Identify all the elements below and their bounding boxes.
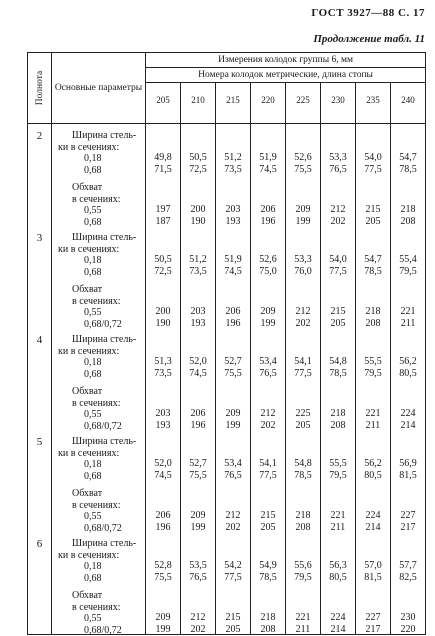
- poln-number: 5: [28, 430, 52, 532]
- girth-value: 206: [181, 408, 215, 420]
- value-cell: [146, 532, 181, 635]
- value-cell: [356, 532, 391, 635]
- width-value: 74,5: [181, 368, 215, 380]
- width-value: 53,4: [216, 458, 250, 470]
- width-label-line: 0,68: [58, 573, 141, 585]
- width-value: 56,9: [391, 458, 425, 470]
- width-value: 75,5: [146, 572, 180, 584]
- width-value: 80,5: [356, 470, 390, 482]
- value-cell: [321, 226, 356, 328]
- girth-value: 202: [181, 624, 215, 636]
- value-cell: [181, 328, 216, 430]
- value-cell: [146, 226, 181, 328]
- width-value: 52,7: [216, 356, 250, 368]
- value-cell: [251, 532, 286, 635]
- girth-value: 215: [321, 306, 355, 318]
- width-value: 77,5: [216, 572, 250, 584]
- width-value: 78,5: [321, 368, 355, 380]
- girth-value: 193: [146, 420, 180, 432]
- width-value: 50,5: [181, 152, 215, 164]
- girth-value: 209: [251, 306, 285, 318]
- width-value: 57,0: [356, 560, 390, 572]
- width-value: 51,3: [146, 356, 180, 368]
- width-value: 73,5: [146, 368, 180, 380]
- girth-value: 211: [286, 624, 320, 636]
- poln-number: 4: [28, 328, 52, 430]
- width-value: 72,5: [181, 164, 215, 176]
- width-value: 51,2: [216, 152, 250, 164]
- width-value: 79,5: [356, 368, 390, 380]
- value-cell: [391, 430, 426, 532]
- width-value: 79,5: [286, 572, 320, 584]
- table-row: [28, 226, 426, 328]
- girth-value: 200: [146, 306, 180, 318]
- width-value: 52,0: [146, 458, 180, 470]
- width-value: 75,5: [286, 164, 320, 176]
- width-value: 75,5: [181, 470, 215, 482]
- girth-value: 203: [216, 204, 250, 216]
- width-value: 51,9: [251, 152, 285, 164]
- size-header-cell: 205: [146, 83, 181, 124]
- girth-value: 199: [146, 624, 180, 636]
- girth-value: 211: [356, 420, 390, 432]
- girth-value: 202: [321, 216, 355, 228]
- value-cell: [356, 328, 391, 430]
- width-label-line: 0,18: [58, 153, 141, 165]
- width-label-line: Ширина стель-: [58, 130, 141, 142]
- width-value: 55,4: [391, 254, 425, 266]
- girth-value: 208: [391, 216, 425, 228]
- width-label-line: Ширина стель-: [58, 538, 141, 550]
- girth-value: 224: [391, 408, 425, 420]
- column-header-group: Измерения колодок группы 6, мм: [146, 53, 426, 68]
- value-cell: [181, 430, 216, 532]
- width-value: 54,7: [356, 254, 390, 266]
- value-cell: [391, 226, 426, 328]
- girth-value: 218: [391, 204, 425, 216]
- value-cell: [391, 532, 426, 635]
- girth-value: 209: [216, 408, 250, 420]
- width-value: 57,7: [391, 560, 425, 572]
- girth-value: 212: [181, 612, 215, 624]
- width-label-line: 0,18: [58, 459, 141, 471]
- value-cell: [286, 532, 321, 635]
- girth-label-line: в сечениях:: [58, 602, 141, 614]
- girth-value: 212: [321, 204, 355, 216]
- girth-value: 196: [251, 216, 285, 228]
- width-value: 52,7: [181, 458, 215, 470]
- girth-value: 199: [181, 522, 215, 534]
- girth-value: 221: [286, 612, 320, 624]
- parameter-label: [52, 124, 146, 227]
- girth-value: 224: [321, 612, 355, 624]
- width-value: 50,5: [146, 254, 180, 266]
- width-value: 72,5: [146, 266, 180, 278]
- size-header-cell: 240: [391, 83, 426, 124]
- girth-value: 221: [321, 510, 355, 522]
- girth-value: 206: [251, 204, 285, 216]
- girth-value: 208: [251, 624, 285, 636]
- girth-label-line: 0,68/0,72: [58, 625, 141, 636]
- width-label-line: 0,68: [58, 369, 141, 381]
- width-value: 76,5: [251, 368, 285, 380]
- width-label-line: Ширина стель-: [58, 232, 141, 244]
- table-body: [28, 124, 426, 635]
- girth-value: 218: [286, 510, 320, 522]
- girth-value: 205: [286, 420, 320, 432]
- girth-value: 190: [146, 318, 180, 330]
- width-value: 56,2: [391, 356, 425, 368]
- girth-value: 206: [146, 510, 180, 522]
- width-value: 53,5: [181, 560, 215, 572]
- width-value: 80,5: [321, 572, 355, 584]
- girth-label-line: в сечениях:: [58, 194, 141, 206]
- value-cell: [216, 430, 251, 532]
- size-header-cell: 220: [251, 83, 286, 124]
- size-header-cell: 235: [356, 83, 391, 124]
- value-cell: [216, 532, 251, 635]
- girth-value: 209: [146, 612, 180, 624]
- width-value: 56,2: [356, 458, 390, 470]
- girth-value: 202: [251, 420, 285, 432]
- girth-value: 205: [251, 522, 285, 534]
- width-value: 52,6: [286, 152, 320, 164]
- width-value: 49,8: [146, 152, 180, 164]
- width-value: 74,5: [216, 266, 250, 278]
- value-cell: [356, 430, 391, 532]
- width-value: 56,3: [321, 560, 355, 572]
- girth-label-line: 0,55: [58, 613, 141, 625]
- value-cell: [251, 430, 286, 532]
- width-value: 81,5: [356, 572, 390, 584]
- width-label-line: ки в сечениях:: [58, 550, 141, 562]
- girth-value: 212: [286, 306, 320, 318]
- value-cell: [181, 124, 216, 227]
- girth-value: 205: [356, 216, 390, 228]
- width-label-line: ки в сечениях:: [58, 142, 141, 154]
- width-value: 53,4: [251, 356, 285, 368]
- girth-value: 214: [391, 420, 425, 432]
- girth-value: 209: [181, 510, 215, 522]
- value-cell: [181, 532, 216, 635]
- size-header-cell: 215: [216, 83, 251, 124]
- girth-label-line: 0,68/0,72: [58, 319, 141, 331]
- parameter-label: [52, 430, 146, 532]
- value-cell: [356, 226, 391, 328]
- width-value: 73,5: [181, 266, 215, 278]
- girth-label-line: 0,55: [58, 205, 141, 217]
- width-value: 76,0: [286, 266, 320, 278]
- girth-value: 224: [356, 510, 390, 522]
- width-value: 71,5: [146, 164, 180, 176]
- width-label-line: 0,68: [58, 165, 141, 177]
- width-value: 54,0: [321, 254, 355, 266]
- girth-value: 211: [321, 522, 355, 534]
- poln-number: 2: [28, 124, 52, 227]
- value-cell: [216, 328, 251, 430]
- value-cell: [251, 328, 286, 430]
- girth-value: 205: [216, 624, 250, 636]
- width-value: 78,5: [286, 470, 320, 482]
- value-cell: [286, 226, 321, 328]
- girth-value: 209: [286, 204, 320, 216]
- girth-value: 230: [391, 612, 425, 624]
- girth-value: 196: [146, 522, 180, 534]
- parameter-label: [52, 226, 146, 328]
- girth-value: 212: [216, 510, 250, 522]
- girth-value: 208: [321, 420, 355, 432]
- width-value: 54,9: [251, 560, 285, 572]
- value-cell: [391, 124, 426, 227]
- width-value: 77,5: [251, 470, 285, 482]
- girth-value: 203: [146, 408, 180, 420]
- table-continuation-caption: Продолжение табл. 11: [313, 33, 425, 45]
- width-value: 75,0: [251, 266, 285, 278]
- girth-value: 215: [356, 204, 390, 216]
- girth-value: 212: [251, 408, 285, 420]
- girth-value: 227: [356, 612, 390, 624]
- girth-label-line: в сечениях:: [58, 500, 141, 512]
- dimensions-table: [27, 52, 426, 635]
- parameter-label: [52, 532, 146, 635]
- table-row: [28, 532, 426, 635]
- width-value: 55,5: [321, 458, 355, 470]
- width-label-line: ки в сечениях:: [58, 346, 141, 358]
- size-header-cell: 230: [321, 83, 356, 124]
- poln-number: 6: [28, 532, 52, 635]
- girth-value: 203: [181, 306, 215, 318]
- width-value: 78,5: [356, 266, 390, 278]
- width-value: 74,5: [251, 164, 285, 176]
- poln-number: 3: [28, 226, 52, 328]
- girth-value: 202: [286, 318, 320, 330]
- girth-value: 218: [356, 306, 390, 318]
- girth-value: 193: [181, 318, 215, 330]
- girth-value: 205: [321, 318, 355, 330]
- girth-value: 196: [216, 318, 250, 330]
- value-cell: [321, 430, 356, 532]
- value-cell: [146, 328, 181, 430]
- girth-label-line: Обхват: [58, 284, 141, 296]
- girth-label-line: Обхват: [58, 386, 141, 398]
- width-value: 76,5: [321, 164, 355, 176]
- girth-value: 193: [216, 216, 250, 228]
- girth-label-line: 0,55: [58, 307, 141, 319]
- value-cell: [251, 226, 286, 328]
- width-label-line: 0,18: [58, 255, 141, 267]
- page-header: ГОСТ 3927—88 С. 17: [311, 7, 425, 19]
- girth-value: 196: [181, 420, 215, 432]
- girth-value: 214: [321, 624, 355, 636]
- girth-value: 202: [216, 522, 250, 534]
- width-value: 80,5: [391, 368, 425, 380]
- girth-value: 218: [321, 408, 355, 420]
- girth-label-line: 0,68/0,72: [58, 421, 141, 433]
- width-value: 55,5: [356, 356, 390, 368]
- column-header-parameters: Основные параметры: [52, 53, 146, 124]
- width-value: 55,6: [286, 560, 320, 572]
- size-header-cell: 210: [181, 83, 216, 124]
- value-cell: [216, 124, 251, 227]
- value-cell: [216, 226, 251, 328]
- width-value: 54,7: [391, 152, 425, 164]
- girth-value: 215: [251, 510, 285, 522]
- width-value: 54,2: [216, 560, 250, 572]
- girth-label-line: 0,68: [58, 217, 141, 229]
- width-value: 51,9: [216, 254, 250, 266]
- table-row: [28, 430, 426, 532]
- width-value: 54,0: [356, 152, 390, 164]
- width-value: 78,5: [251, 572, 285, 584]
- value-cell: [181, 226, 216, 328]
- girth-label-line: Обхват: [58, 590, 141, 602]
- value-cell: [321, 532, 356, 635]
- width-value: 79,5: [321, 470, 355, 482]
- width-label-line: ки в сечениях:: [58, 244, 141, 256]
- width-value: 54,8: [286, 458, 320, 470]
- value-cell: [391, 328, 426, 430]
- value-cell: [146, 124, 181, 227]
- value-cell: [321, 124, 356, 227]
- column-header-sizes-title: Номера колодок метрические, длина стопы: [146, 68, 426, 83]
- width-value: 82,5: [391, 572, 425, 584]
- girth-label-line: в сечениях:: [58, 398, 141, 410]
- girth-label-line: в сечениях:: [58, 296, 141, 308]
- width-label-line: ки в сечениях:: [58, 448, 141, 460]
- girth-value: 227: [391, 510, 425, 522]
- girth-value: 221: [356, 408, 390, 420]
- girth-value: 208: [286, 522, 320, 534]
- girth-value: 214: [356, 522, 390, 534]
- girth-value: 220: [391, 624, 425, 636]
- girth-value: 200: [181, 204, 215, 216]
- width-label-line: 0,68: [58, 471, 141, 483]
- width-value: 77,5: [286, 368, 320, 380]
- girth-label-line: 0,55: [58, 511, 141, 523]
- girth-label-line: 0,68/0,72: [58, 523, 141, 535]
- width-value: 76,5: [181, 572, 215, 584]
- width-value: 52,6: [251, 254, 285, 266]
- girth-value: 217: [391, 522, 425, 534]
- girth-value: 187: [146, 216, 180, 228]
- column-header-poln: Полнота: [28, 53, 52, 124]
- girth-value: 225: [286, 408, 320, 420]
- width-value: 73,5: [216, 164, 250, 176]
- width-value: 51,2: [181, 254, 215, 266]
- girth-label-line: Обхват: [58, 488, 141, 500]
- size-header-cell: 225: [286, 83, 321, 124]
- girth-value: 211: [391, 318, 425, 330]
- width-label-line: 0,18: [58, 561, 141, 573]
- girth-value: 190: [181, 216, 215, 228]
- width-value: 77,5: [356, 164, 390, 176]
- girth-value: 199: [251, 318, 285, 330]
- width-value: 52,8: [146, 560, 180, 572]
- width-value: 53,3: [286, 254, 320, 266]
- width-value: 76,5: [216, 470, 250, 482]
- value-cell: [286, 430, 321, 532]
- width-value: 52,0: [181, 356, 215, 368]
- width-value: 78,5: [391, 164, 425, 176]
- width-value: 54,1: [286, 356, 320, 368]
- girth-value: 217: [356, 624, 390, 636]
- girth-label-line: Обхват: [58, 182, 141, 194]
- width-value: 81,5: [391, 470, 425, 482]
- value-cell: [286, 124, 321, 227]
- girth-value: 197: [146, 204, 180, 216]
- girth-value: 215: [216, 612, 250, 624]
- parameter-label: [52, 328, 146, 430]
- width-value: 77,5: [321, 266, 355, 278]
- table-row: [28, 124, 426, 227]
- value-cell: [146, 430, 181, 532]
- width-value: 54,1: [251, 458, 285, 470]
- girth-value: 199: [216, 420, 250, 432]
- girth-value: 218: [251, 612, 285, 624]
- table-row: [28, 328, 426, 430]
- value-cell: [321, 328, 356, 430]
- value-cell: [286, 328, 321, 430]
- girth-value: 221: [391, 306, 425, 318]
- girth-value: 208: [356, 318, 390, 330]
- girth-value: 206: [216, 306, 250, 318]
- width-label-line: 0,68: [58, 267, 141, 279]
- girth-value: 199: [286, 216, 320, 228]
- value-cell: [251, 124, 286, 227]
- width-value: 54,8: [321, 356, 355, 368]
- width-value: 79,5: [391, 266, 425, 278]
- value-cell: [356, 124, 391, 227]
- width-label-line: 0,18: [58, 357, 141, 369]
- girth-label-line: 0,55: [58, 409, 141, 421]
- width-value: 74,5: [146, 470, 180, 482]
- width-value: 53,3: [321, 152, 355, 164]
- width-label-line: Ширина стель-: [58, 436, 141, 448]
- width-value: 75,5: [216, 368, 250, 380]
- width-label-line: Ширина стель-: [58, 334, 141, 346]
